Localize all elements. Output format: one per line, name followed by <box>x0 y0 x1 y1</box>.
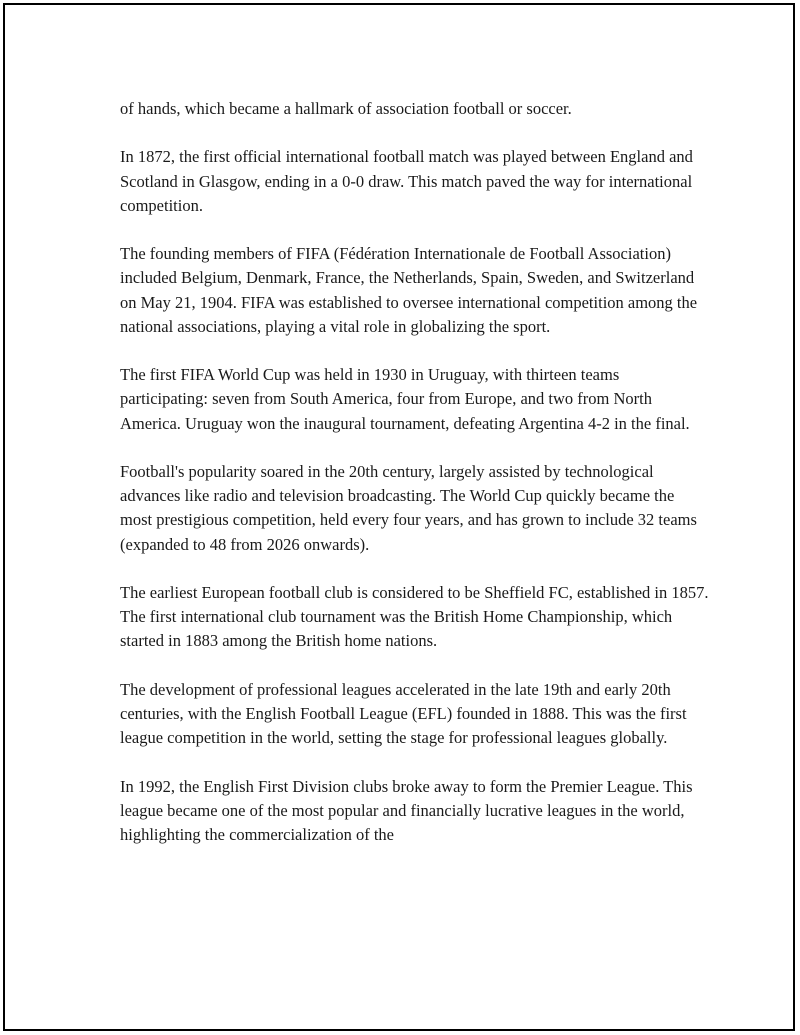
paragraph: Football's popularity soared in the 20th century, largely assisted by technological advances like radio and television broadcasting. The World Cup quickly became the most prestigious competition, held every four years, and has grown to include 32 teams (expanded to 48 from 2026 onwards). <box>120 461 697 554</box>
paragraph: The earliest European football club is considered to be Sheffield FC, established in 1857. The first international club tournament was the British Home Championship, which started in 1883 among the British home nations. <box>120 582 709 651</box>
paragraph: The development of professional leagues accelerated in the late 19th and early 20th centuries, with the English Football League (EFL) founded in 1888. This was the first league competition in the world, setting the stage for professional leagues globally. <box>120 679 687 748</box>
document-body <box>120 97 710 871</box>
paragraph: The first FIFA World Cup was held in 1930 in Uruguay, with thirteen teams participating: seven from South America, four from Europe, and two from North America. Uruguay won the inaugural tournament, defeating Argentina 4-2 in the final. <box>120 365 690 433</box>
paragraph: In 1872, the first official international football match was played between England and Scotland in Glasgow, ending in a 0-0 draw. This match paved the way for international competition. <box>120 147 693 215</box>
page-border <box>3 3 795 1031</box>
paragraph: of hands, which became a hallmark of association football or soccer. <box>120 99 572 118</box>
paragraph: In 1992, the English First Division clubs broke away to form the Premier League. This league became one of the most popular and financially lucrative leagues in the world, highlighting the commercialization of the <box>120 776 693 844</box>
paragraph: The founding members of FIFA (Fédération Internationale de Football Association) included Belgium, Denmark, France, the Netherlands, Spain, Sweden, and Switzerland on May 21, 1904. FIFA was established to oversee international competition among the national associations, playing a vital role in globalizing the sport. <box>120 244 698 336</box>
